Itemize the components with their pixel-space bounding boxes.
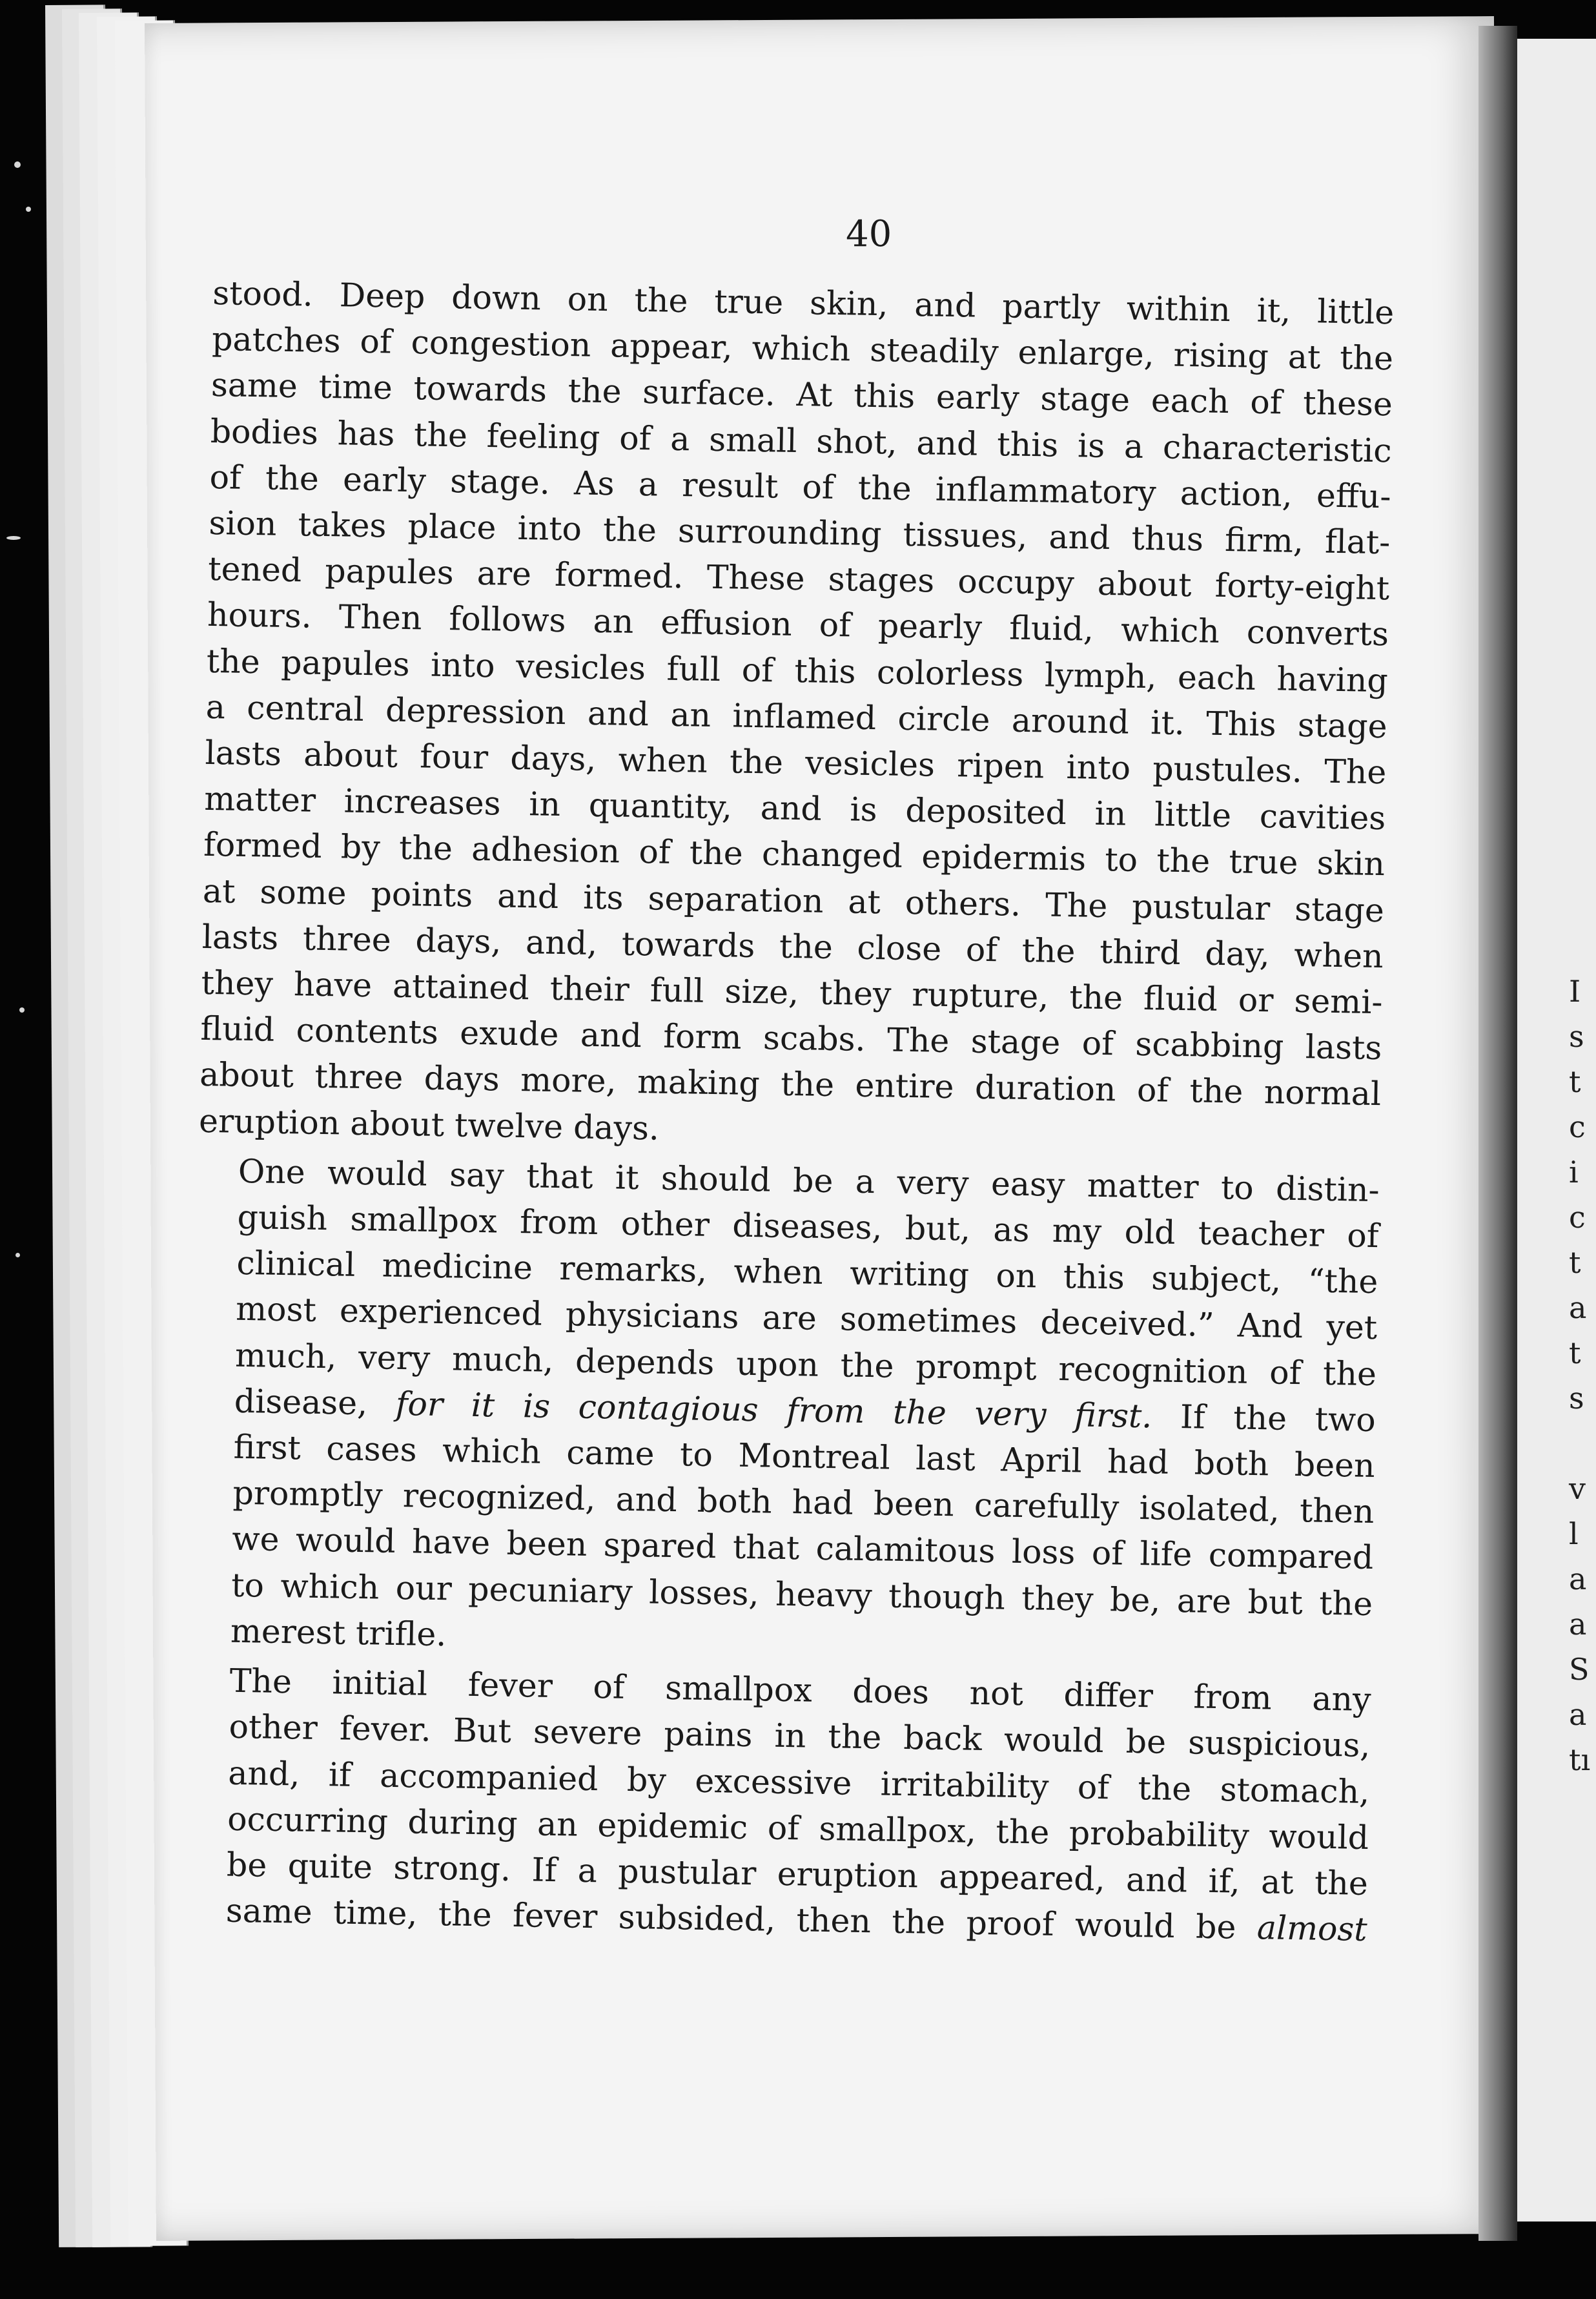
- text-line: hours. Then follows an effusion of pearly fluid, which converts: [207, 595, 1389, 654]
- text-line: lasts about four days, when the vesicles ripen into pustules. The: [205, 733, 1387, 792]
- text-line: and, if accompanied by excessive irritability of the stomach,: [227, 1753, 1370, 1811]
- facing-page-char: [1569, 1421, 1596, 1466]
- page-number: 40: [845, 212, 892, 256]
- text-line: we would have been spared that calamitous loss of life compared: [231, 1520, 1374, 1577]
- facing-page-char: S: [1569, 1652, 1590, 1687]
- facing-page-char: t: [1569, 1064, 1581, 1099]
- text-line: stood. Deep down on the true skin, and partly within it, little: [212, 273, 1395, 332]
- italic-emphasis: almost: [1256, 1908, 1368, 1949]
- facing-page-char: t: [1569, 1335, 1581, 1370]
- text-line: first cases which came to Montreal last April had both been: [233, 1427, 1376, 1485]
- text-line: they have attained their full size, they rupture, the fluid or semi-: [201, 963, 1383, 1022]
- text-line: much, very much, depends upon the prompt recognition of the: [234, 1335, 1377, 1393]
- text-line: eruption about twelve days.: [198, 1101, 660, 1148]
- text-line: a central depression and an inflamed circle around it. This stage: [205, 687, 1388, 746]
- facing-page-char: I: [1569, 974, 1581, 1009]
- facing-page-text: [1569, 969, 1596, 1782]
- text-line: most experienced physicians are sometimes deceived.” And yet: [235, 1290, 1378, 1347]
- text-line: same time towards the surface. At this early stage each of these: [210, 366, 1393, 424]
- text-line: to which our pecuniary losses, heavy though they be, are but the: [230, 1565, 1373, 1623]
- text-line: other fever. But severe pains in the back would be suspicious,: [229, 1707, 1371, 1765]
- text-line: of the early stage. As a result of the inflammatory action, effu-: [209, 457, 1391, 516]
- text-line: sion takes place into the surrounding tissues, and thus firm, flat-: [209, 503, 1391, 562]
- facing-page-char: a: [1569, 1290, 1587, 1325]
- text-line: the papules into vesicles full of this colorless lymph, each having: [206, 641, 1389, 699]
- facing-page-char: a: [1569, 1697, 1587, 1732]
- text-line: formed by the adhesion of the changed epidermis to the true skin: [203, 825, 1386, 883]
- text-fragment: disease,: [234, 1381, 396, 1423]
- text-line: merest trifle.: [230, 1611, 447, 1654]
- text-line: about three days more, making the entire duration of the normal: [199, 1055, 1382, 1113]
- facing-page-char: tı: [1569, 1742, 1591, 1777]
- text-line: at some points and its separation at others. The pustular stage: [202, 871, 1385, 929]
- text-line: lasts three days, and, towards the close of the third day, when: [201, 917, 1384, 976]
- text-line: The initial fever of smallpox does not differ from any: [229, 1661, 1372, 1719]
- text-line: patches of congestion appear, which steadily enlarge, rising at the: [211, 320, 1394, 378]
- text-line: promptly recognized, and both had been carefully isolated, then: [232, 1474, 1375, 1531]
- facing-page-char: s: [1569, 1381, 1584, 1416]
- text-line: occurring during an epidemic of smallpox, the probability would: [227, 1799, 1369, 1857]
- facing-page-char: v: [1569, 1471, 1586, 1506]
- scan-speck: [6, 536, 21, 540]
- facing-page-char: i: [1569, 1155, 1579, 1190]
- text-line: bodies has the feeling of a small shot, and this is a characteristic: [210, 411, 1393, 469]
- facing-page-char: a: [1569, 1607, 1587, 1642]
- facing-page-char: a: [1569, 1562, 1587, 1596]
- text-line: fluid contents exude and form scabs. The stage of scabbing lasts: [200, 1009, 1382, 1067]
- text-fragment: If the two: [1151, 1397, 1376, 1439]
- facing-page-char: c: [1569, 1109, 1586, 1144]
- scan-speck: [14, 161, 21, 168]
- facing-page-char: t: [1569, 1245, 1581, 1280]
- text-line: One would say that it should be a very easy matter to distin-: [238, 1151, 1380, 1210]
- paragraph-3: [185, 1657, 1371, 1953]
- body-text: [185, 270, 1394, 1952]
- facing-page-char: c: [1569, 1200, 1586, 1235]
- facing-page-char: l: [1569, 1516, 1579, 1551]
- facing-page-char: s: [1569, 1019, 1584, 1054]
- text-fragment: same time, the fever subsided, then the proof would be: [225, 1891, 1258, 1947]
- page-gutter-shadow: [1478, 26, 1517, 2241]
- paragraph-1: [199, 270, 1395, 1163]
- italic-emphasis: for it is contagious from the very first.: [395, 1384, 1152, 1436]
- text-line: tened papules are formed. These stages occupy about forty-eight: [207, 550, 1390, 608]
- text-line: guish smallpox from other diseases, but, as my old teacher of: [237, 1197, 1379, 1255]
- text-line: clinical medicine remarks, when writing on this subject, “the: [236, 1244, 1378, 1301]
- text-line: matter increases in quantity, and is deposited in little cavities: [203, 779, 1386, 838]
- scan-speck: [15, 1253, 20, 1257]
- scan-speck: [26, 207, 31, 212]
- paragraph-2: [190, 1148, 1380, 1673]
- scan-speck: [19, 1007, 25, 1013]
- text-line: be quite strong. If a pustular eruption appeared, and if, at the: [226, 1845, 1369, 1902]
